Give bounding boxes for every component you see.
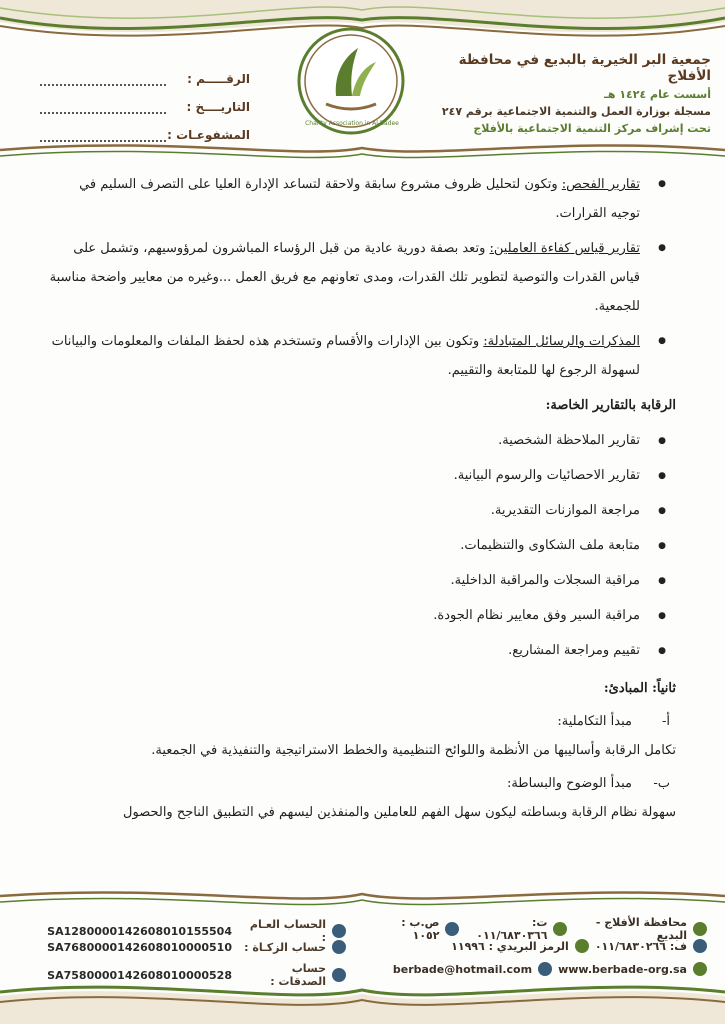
account-number: SA1280000142608010155504 [47,924,232,938]
account-label: حساب الصدقات : [270,962,326,988]
ref-number-line [40,68,166,86]
list-item: ● تقييم ومراجعة المشاريع. [46,636,676,666]
contact-row-2 [377,939,707,953]
principle-title: مبدأ التكاملية: [557,714,632,729]
bullet-text: وتكون لتحليل ظروف مشروع سابقة ولاحقة لتساعد الإدارة العليا على التصرف السليم في توجيه القرارات. [79,177,640,221]
document-body [46,170,676,827]
email-link[interactable]: berbade@hotmail.com [392,962,533,976]
ref-attachments-row [40,114,250,142]
org-registration: مسجلة بوزارة العمل والتنمية الاجتماعية برقم ٢٤٧ [441,105,711,118]
bullet-term: المذكرات والرسائل المتبادلة: [483,334,640,349]
address-text: محافظة الأفلاج - البديع [595,916,687,942]
ref-date-line [40,96,166,114]
account-zakat [26,940,346,954]
website-link[interactable]: www.berbade-org.sa [558,962,687,976]
fax-text: ف: ٠١١/٦٨٣٠٢٦٦ [594,939,687,953]
org-supervision: تحت إشراف مركز التنمية الاجتماعية بالأفلاج [473,122,711,135]
org-founded: أسست عام ١٤٢٤ هـ [604,88,711,101]
bullet-text: وتعد بصفة دورية عادية من قبل الرؤساء المباشرون لمرؤوسيهم، وتشمل على قياس القدرات والتوصية لتطوير تلك القدرات، ومدى تعاونهم مع فريق العمل ...وغيره من معايير واضحة مناسبة للجمعية. [49,241,640,314]
principle-heading [46,707,676,736]
account-number: SA7680000142608010000510 [47,940,232,954]
principle-letter: أ- [661,714,670,729]
account-label: حساب الزكـاة : [244,940,326,954]
organization-info [411,52,711,135]
email-icon [538,962,552,976]
contact-row-3 [377,962,707,976]
bullet-term: تقارير قياس كفاءة العاملين: [489,241,640,256]
list-item: ● مراجعة الموازنات التقديرية. [46,496,676,526]
pobox-text: ص.ب : ١٠٥٢ [401,916,440,942]
bank-icon [332,968,346,982]
ref-attachments-line [40,124,166,142]
ref-date-row [40,86,250,114]
fax-icon [693,939,707,953]
list-item: ● تقارير الاحصائيات والرسوم البيانية. [46,461,676,491]
reports-list [46,170,676,385]
letter-footer [0,880,725,1024]
account-number: SA7580000142608010000528 [47,968,232,982]
ref-date-label: التاريــــخ : [186,100,250,114]
principle-letter: ب- [653,776,670,791]
list-item [46,327,676,385]
postal-text: الرمز البريدي : ١١٩٩٦ [451,939,569,953]
list-item: ● مراقبة السير وفق معايير نظام الجودة. [46,601,676,631]
mailbox-icon [445,922,459,936]
ref-attachments-label: المشفوعـات : [167,128,250,142]
location-icon [693,922,707,936]
section-title: الرقابة بالتقارير الخاصة: [545,398,676,413]
bullet-text: وتكون بين الإدارات والأقسام وتستخدم هذه لحفظ الملفات والمعلومات والبيانات لسهولة الرجوع لها للمتابعة والتقييم. [51,334,640,378]
account-label: الحساب العـام : [249,918,326,944]
list-item: ● متابعة ملف الشكاوى والتنظيمات. [46,531,676,561]
org-name: جمعية البر الخيرية بالبديع في محافظة الأفلاج [458,52,711,84]
logo-caption: Charity Association in Al-Badee [305,120,399,127]
principle-title: مبدأ الوضوح والبساطة: [506,776,632,791]
bullet-term: تقارير الفحص: [561,177,640,192]
principle-text: تكامل الرقابة وأساليبها من الأنظمة واللوائح التنظيمية والخطط الاستراتيجية والتنفيذية في الجمعية. [151,743,676,758]
list-item: ● مراقبة السجلات والمراقبة الداخلية. [46,566,676,596]
bank-icon [332,940,346,954]
globe-icon [693,962,707,976]
principle-heading [46,769,676,798]
phone-text: ت: ٠١١/٦٨٣٠٣٦٦ [476,916,548,942]
principles-title: ثانياً: المبادئ: [603,681,676,696]
ref-number-label: الرقـــــم : [187,72,250,86]
bank-icon [332,924,346,938]
phone-icon [553,922,567,936]
special-reports-list [46,426,676,666]
letterhead [0,0,725,160]
principle-text: سهولة نظام الرقابة وبساطته ليكون سهل الفهم للعاملين والمنفذين ليسهم في التطبيق الناجح والحصول [123,805,676,820]
postal-icon [575,939,589,953]
list-item [46,234,676,321]
ref-number-row [40,58,250,86]
list-item [46,170,676,228]
list-item: ● تقارير الملاحظة الشخصية. [46,426,676,456]
account-sadaqat [26,962,346,988]
reference-fields [40,58,250,142]
